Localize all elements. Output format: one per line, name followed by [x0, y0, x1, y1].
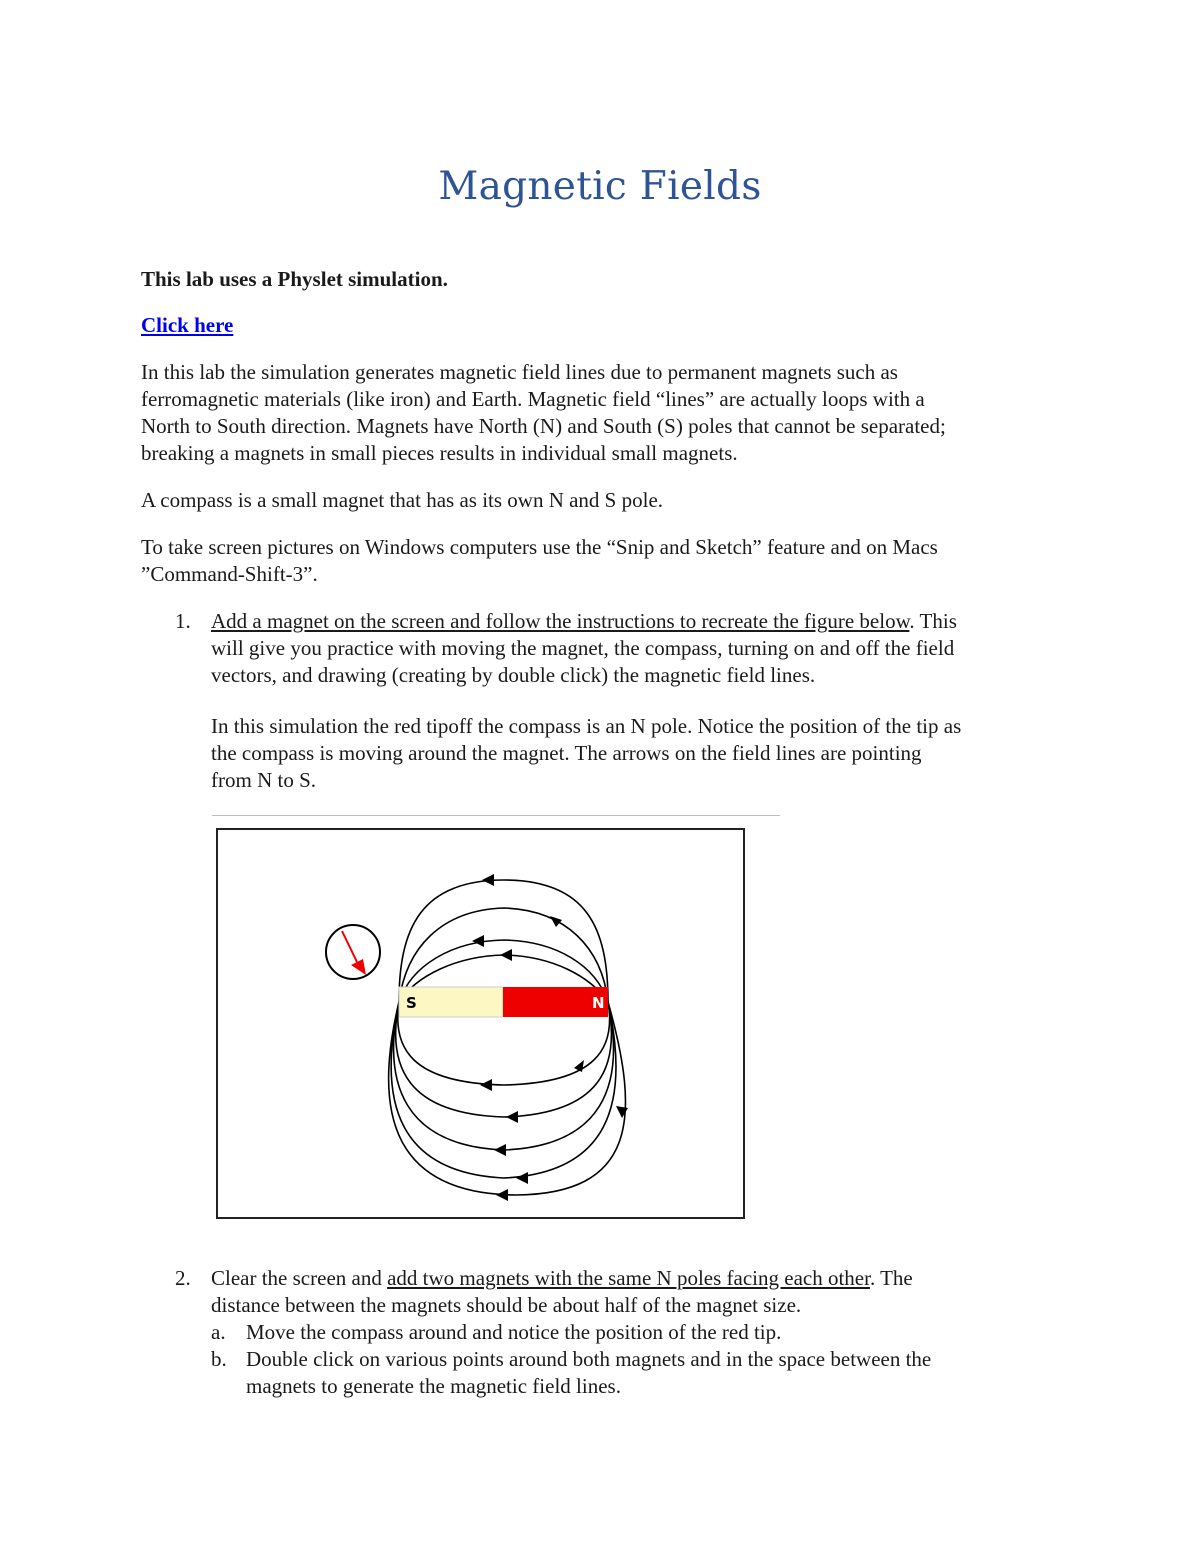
item1-line1	[211, 608, 957, 635]
page-title: Magnetic Fields	[438, 164, 762, 209]
item1-note-line: from N to S.	[211, 768, 316, 792]
compass-paragraph: A compass is a small magnet that has as its own N and S pole.	[141, 488, 664, 512]
sub-letter: a.	[211, 1320, 226, 1344]
item2-line1-rest: . The	[869, 1266, 913, 1290]
magnet-north-label: N	[592, 994, 605, 1012]
item1-instruction: Add a magnet on the screen and follow the instructions to recreate the figure below	[211, 609, 910, 633]
list-number: 2.	[175, 1266, 191, 1290]
item2-line: distance between the magnets should be about half of the magnet size.	[211, 1293, 802, 1317]
para1-line: breaking a magnets in small pieces results in individual small magnets.	[141, 441, 738, 465]
sub-letter: b.	[211, 1347, 227, 1371]
item1-note-line: the compass is moving around the magnet. The arrows on the field lines are pointing	[211, 741, 922, 765]
sub-item-line: magnets to generate the magnetic field lines.	[246, 1374, 621, 1398]
screenshot-tip-line: To take screen pictures on Windows computers use the “Snip and Sketch” feature and on Macs	[141, 535, 938, 559]
para1-line: North to South direction. Magnets have North (N) and South (S) poles that cannot be separated;	[141, 414, 946, 438]
sub-item-line: Move the compass around and notice the position of the red tip.	[246, 1320, 782, 1344]
intro-statement: This lab uses a Physlet simulation.	[141, 267, 448, 291]
item2-line1	[211, 1265, 913, 1292]
list-number: 1.	[175, 609, 191, 633]
screenshot-tip-line: ”Command-Shift-3”.	[141, 562, 318, 586]
magnet-south-label: S	[406, 994, 417, 1012]
para1-line: In this lab the simulation generates magnetic field lines due to permanent magnets such as	[141, 360, 898, 384]
figure-separator	[212, 815, 780, 816]
item1-line1-rest: . This	[909, 609, 957, 633]
item1-note-line: In this simulation the red tipoff the compass is an N pole. Notice the position of the tip as	[211, 714, 962, 738]
item1-line: vectors, and drawing (creating by double click) the magnetic field lines.	[211, 663, 816, 687]
para1-line: ferromagnetic materials (like iron) and Earth. Magnetic field “lines” are actually loops with a	[141, 387, 925, 411]
magnet-figure	[216, 828, 746, 1220]
simulation-link[interactable]: Click here	[141, 313, 234, 337]
compass-icon	[326, 925, 380, 979]
item2-instruction: add two magnets with the same N poles facing each other	[387, 1266, 870, 1290]
sub-item-line: Double click on various points around both magnets and in the space between the	[246, 1347, 932, 1371]
figure-frame	[217, 829, 744, 1218]
item1-line: will give you practice with moving the magnet, the compass, turning on and off the field	[211, 636, 955, 660]
item2-lead: Clear the screen and	[211, 1266, 388, 1290]
